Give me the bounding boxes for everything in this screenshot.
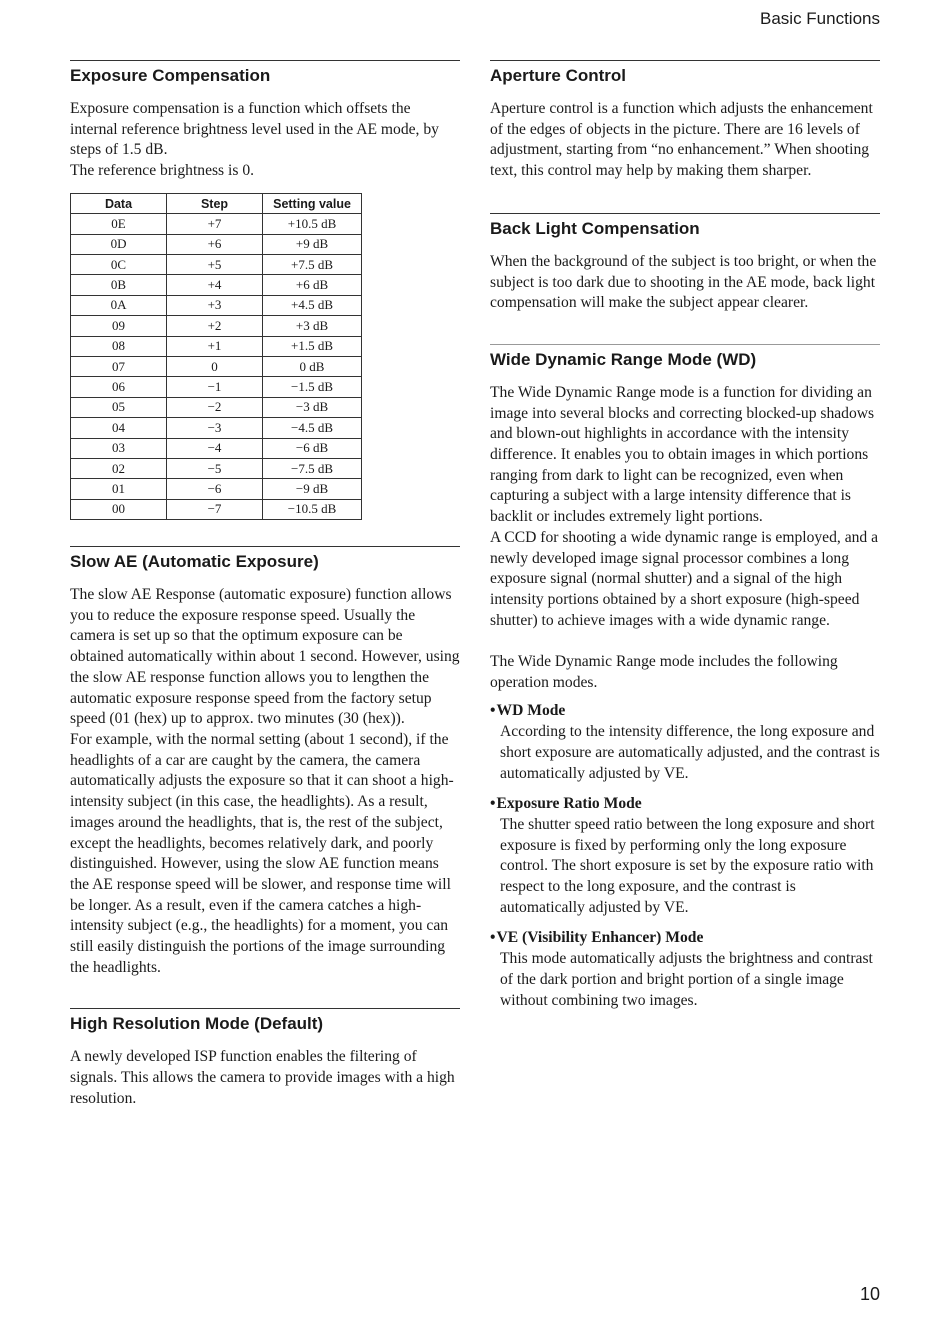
cell-data: 06 bbox=[71, 377, 167, 397]
cell-data: 0B bbox=[71, 275, 167, 295]
cell-step: +4 bbox=[167, 275, 263, 295]
exposure-heading: Exposure Compensation bbox=[70, 66, 271, 85]
cell-setting: −1.5 dB bbox=[263, 377, 362, 397]
slow-ae-heading: Slow AE (Automatic Exposure) bbox=[70, 552, 319, 572]
slow-ae-section bbox=[70, 546, 460, 978]
left-column bbox=[70, 60, 460, 1110]
bullet-item bbox=[490, 701, 880, 784]
high-res-heading: High Resolution Mode (Default) bbox=[70, 1014, 324, 1034]
cell-data: 03 bbox=[71, 438, 167, 458]
cell-setting: +1.5 dB bbox=[263, 336, 362, 356]
cell-setting: +3 dB bbox=[263, 316, 362, 336]
bullet-dot-icon: • bbox=[490, 929, 496, 947]
cell-data: 02 bbox=[71, 458, 167, 478]
wd-heading: Wide Dynamic Range Mode (WD) bbox=[490, 349, 757, 369]
bullet-title: WD Mode bbox=[496, 702, 566, 720]
cell-setting: −4.5 dB bbox=[263, 418, 362, 438]
high-res-body: A newly developed ISP function enables the filtering of signals. This allows the camera to provide images with a high resolution. bbox=[70, 1048, 455, 1107]
table-row bbox=[71, 316, 362, 336]
table-row bbox=[71, 336, 362, 356]
slow-ae-body-2: For example, with the normal setting (about 1 second), if the headlights of a car are caught by the camera, the camera automatically adjusts the exposure so that it can shoot a high-intensity subject (in this case, the headlights). As a result, images around the headlights, that is, the rest of the subject, except the headlights, becomes relatively dark, and poorly distinguished. However, using the slow AE function means the AE response speed will be slower, and response time will be longer. As a result, even if the camera catches a high-intensity subject (e.g., the headlights) for a moment, you can still easily distinguish the portions of the image surrounding the headlights. bbox=[70, 730, 454, 976]
table-row bbox=[71, 458, 362, 478]
aperture-section bbox=[490, 60, 880, 182]
table-body bbox=[71, 214, 362, 520]
cell-setting: −3 dB bbox=[263, 397, 362, 417]
cell-data: 07 bbox=[71, 356, 167, 376]
cell-step: 0 bbox=[167, 356, 263, 376]
table-row bbox=[71, 214, 362, 234]
exposure-section bbox=[70, 60, 460, 520]
backlight-body: When the background of the subject is too bright, or when the subject is too dark due to shooting in the AE mode, back light compensation will make the subject appear clearer. bbox=[490, 252, 877, 312]
table-row bbox=[71, 254, 362, 274]
cell-setting: −9 dB bbox=[263, 479, 362, 499]
cell-step: −1 bbox=[167, 377, 263, 397]
right-column bbox=[490, 60, 880, 1011]
bullet-item bbox=[490, 794, 880, 918]
cell-data: 01 bbox=[71, 479, 167, 499]
exposure-table bbox=[70, 193, 362, 520]
cell-step: −6 bbox=[167, 479, 263, 499]
cell-step: −5 bbox=[167, 458, 263, 478]
cell-step: −3 bbox=[167, 418, 263, 438]
cell-setting: −6 dB bbox=[263, 438, 362, 458]
table-row bbox=[71, 377, 362, 397]
wd-section bbox=[490, 344, 880, 1011]
bullet-title: VE (Visibility Enhancer) Mode bbox=[496, 929, 704, 947]
table-row bbox=[71, 418, 362, 438]
bullet-title: Exposure Ratio Mode bbox=[496, 795, 642, 813]
cell-setting: +4.5 dB bbox=[263, 295, 362, 315]
col-header-setting: Setting value bbox=[263, 193, 362, 213]
bullet-dot-icon: • bbox=[490, 795, 496, 813]
exposure-body-2: The reference brightness is 0. bbox=[70, 162, 255, 180]
cell-setting: +7.5 dB bbox=[263, 254, 362, 274]
bullet-body: This mode automatically adjusts the brightness and contrast of the dark portion and bright portion of a single image without combining two images. bbox=[500, 950, 873, 1009]
cell-setting: 0 dB bbox=[263, 356, 362, 376]
cell-step: +6 bbox=[167, 234, 263, 254]
cell-data: 05 bbox=[71, 397, 167, 417]
cell-setting: +10.5 dB bbox=[263, 214, 362, 234]
wd-body-1: The Wide Dynamic Range mode is a function for dividing an image into several blocks and correcting blocked-up shadows and blown-out highlights in accordance with the intensity difference. It enables you to obtain images in which portions ranging from dark to light can be recognized, even when capturing a subject with a large intensity difference that is backlit or includes extremely light portions. bbox=[490, 383, 875, 526]
cell-data: 0A bbox=[71, 295, 167, 315]
table-row bbox=[71, 295, 362, 315]
running-header: Basic Functions bbox=[760, 9, 880, 28]
table-row bbox=[71, 397, 362, 417]
table-row bbox=[71, 499, 362, 519]
cell-data: 08 bbox=[71, 336, 167, 356]
cell-step: −4 bbox=[167, 438, 263, 458]
aperture-body: Aperture control is a function which adjusts the enhancement of the edges of objects in the picture. There are 16 levels of adjustment, starting from “no enhancement.” When shooting text, this control may help by making them sharper. bbox=[490, 100, 873, 180]
backlight-section bbox=[490, 213, 880, 314]
table-row bbox=[71, 275, 362, 295]
table-row bbox=[71, 234, 362, 254]
bullet-body: According to the intensity difference, the long exposure and short exposure are automatically adjusted, and the contrast is automatically adjusted by VE. bbox=[500, 723, 880, 782]
cell-setting: −10.5 dB bbox=[263, 499, 362, 519]
cell-step: −7 bbox=[167, 499, 263, 519]
table-row bbox=[71, 356, 362, 376]
cell-data: 04 bbox=[71, 418, 167, 438]
high-res-section bbox=[70, 1008, 460, 1109]
col-header-data: Data bbox=[71, 193, 167, 213]
cell-step: +2 bbox=[167, 316, 263, 336]
cell-setting: +6 dB bbox=[263, 275, 362, 295]
bullet-body: The shutter speed ratio between the long exposure and short exposure is fixed by performing only the long exposure control. The short exposure is set by the exposure ratio with respect to the long exposure, and the contrast is automatically adjusted by VE. bbox=[500, 815, 875, 916]
aperture-heading: Aperture Control bbox=[490, 66, 626, 85]
col-header-step: Step bbox=[167, 193, 263, 213]
exposure-body-1: Exposure compensation is a function which offsets the internal reference brightness level used in the AE mode, by steps of 1.5 dB. bbox=[70, 100, 439, 159]
wd-body-3: The Wide Dynamic Range mode includes the following operation modes. bbox=[490, 653, 838, 691]
bullet-item bbox=[490, 928, 880, 1011]
cell-step: +3 bbox=[167, 295, 263, 315]
table-row bbox=[71, 438, 362, 458]
page-number: 10 bbox=[859, 1284, 880, 1304]
slow-ae-body-1: The slow AE Response (automatic exposure) function allows you to reduce the exposure response speed. Usually the camera is set up so that the optimum exposure can be obtained automatically within about 1 second. However, using the slow AE response function allows you to lengthen the automatic exposure response speed from the factory setup speed (01 (hex) up to approx. two minutes (30 (hex)). bbox=[70, 586, 460, 728]
cell-data: 00 bbox=[71, 499, 167, 519]
cell-data: 0E bbox=[71, 214, 167, 234]
cell-step: +7 bbox=[167, 214, 263, 234]
cell-setting: +9 dB bbox=[263, 234, 362, 254]
table-row bbox=[71, 479, 362, 499]
cell-data: 0C bbox=[71, 254, 167, 274]
cell-data: 0D bbox=[71, 234, 167, 254]
table-header-row bbox=[71, 193, 362, 213]
cell-step: −2 bbox=[167, 397, 263, 417]
cell-data: 09 bbox=[71, 316, 167, 336]
cell-step: +5 bbox=[167, 254, 263, 274]
cell-step: +1 bbox=[167, 336, 263, 356]
wd-body-2: A CCD for shooting a wide dynamic range is employed, and a newly developed image signal processor combines a long exposure signal (normal shutter) and a signal of the high intensity portions obtained by a short exposure (high-speed shutter) to achieve images with a wide dynamic range. bbox=[490, 528, 879, 629]
cell-setting: −7.5 dB bbox=[263, 458, 362, 478]
backlight-heading: Back Light Compensation bbox=[490, 218, 700, 238]
bullet-dot-icon: • bbox=[490, 702, 496, 720]
